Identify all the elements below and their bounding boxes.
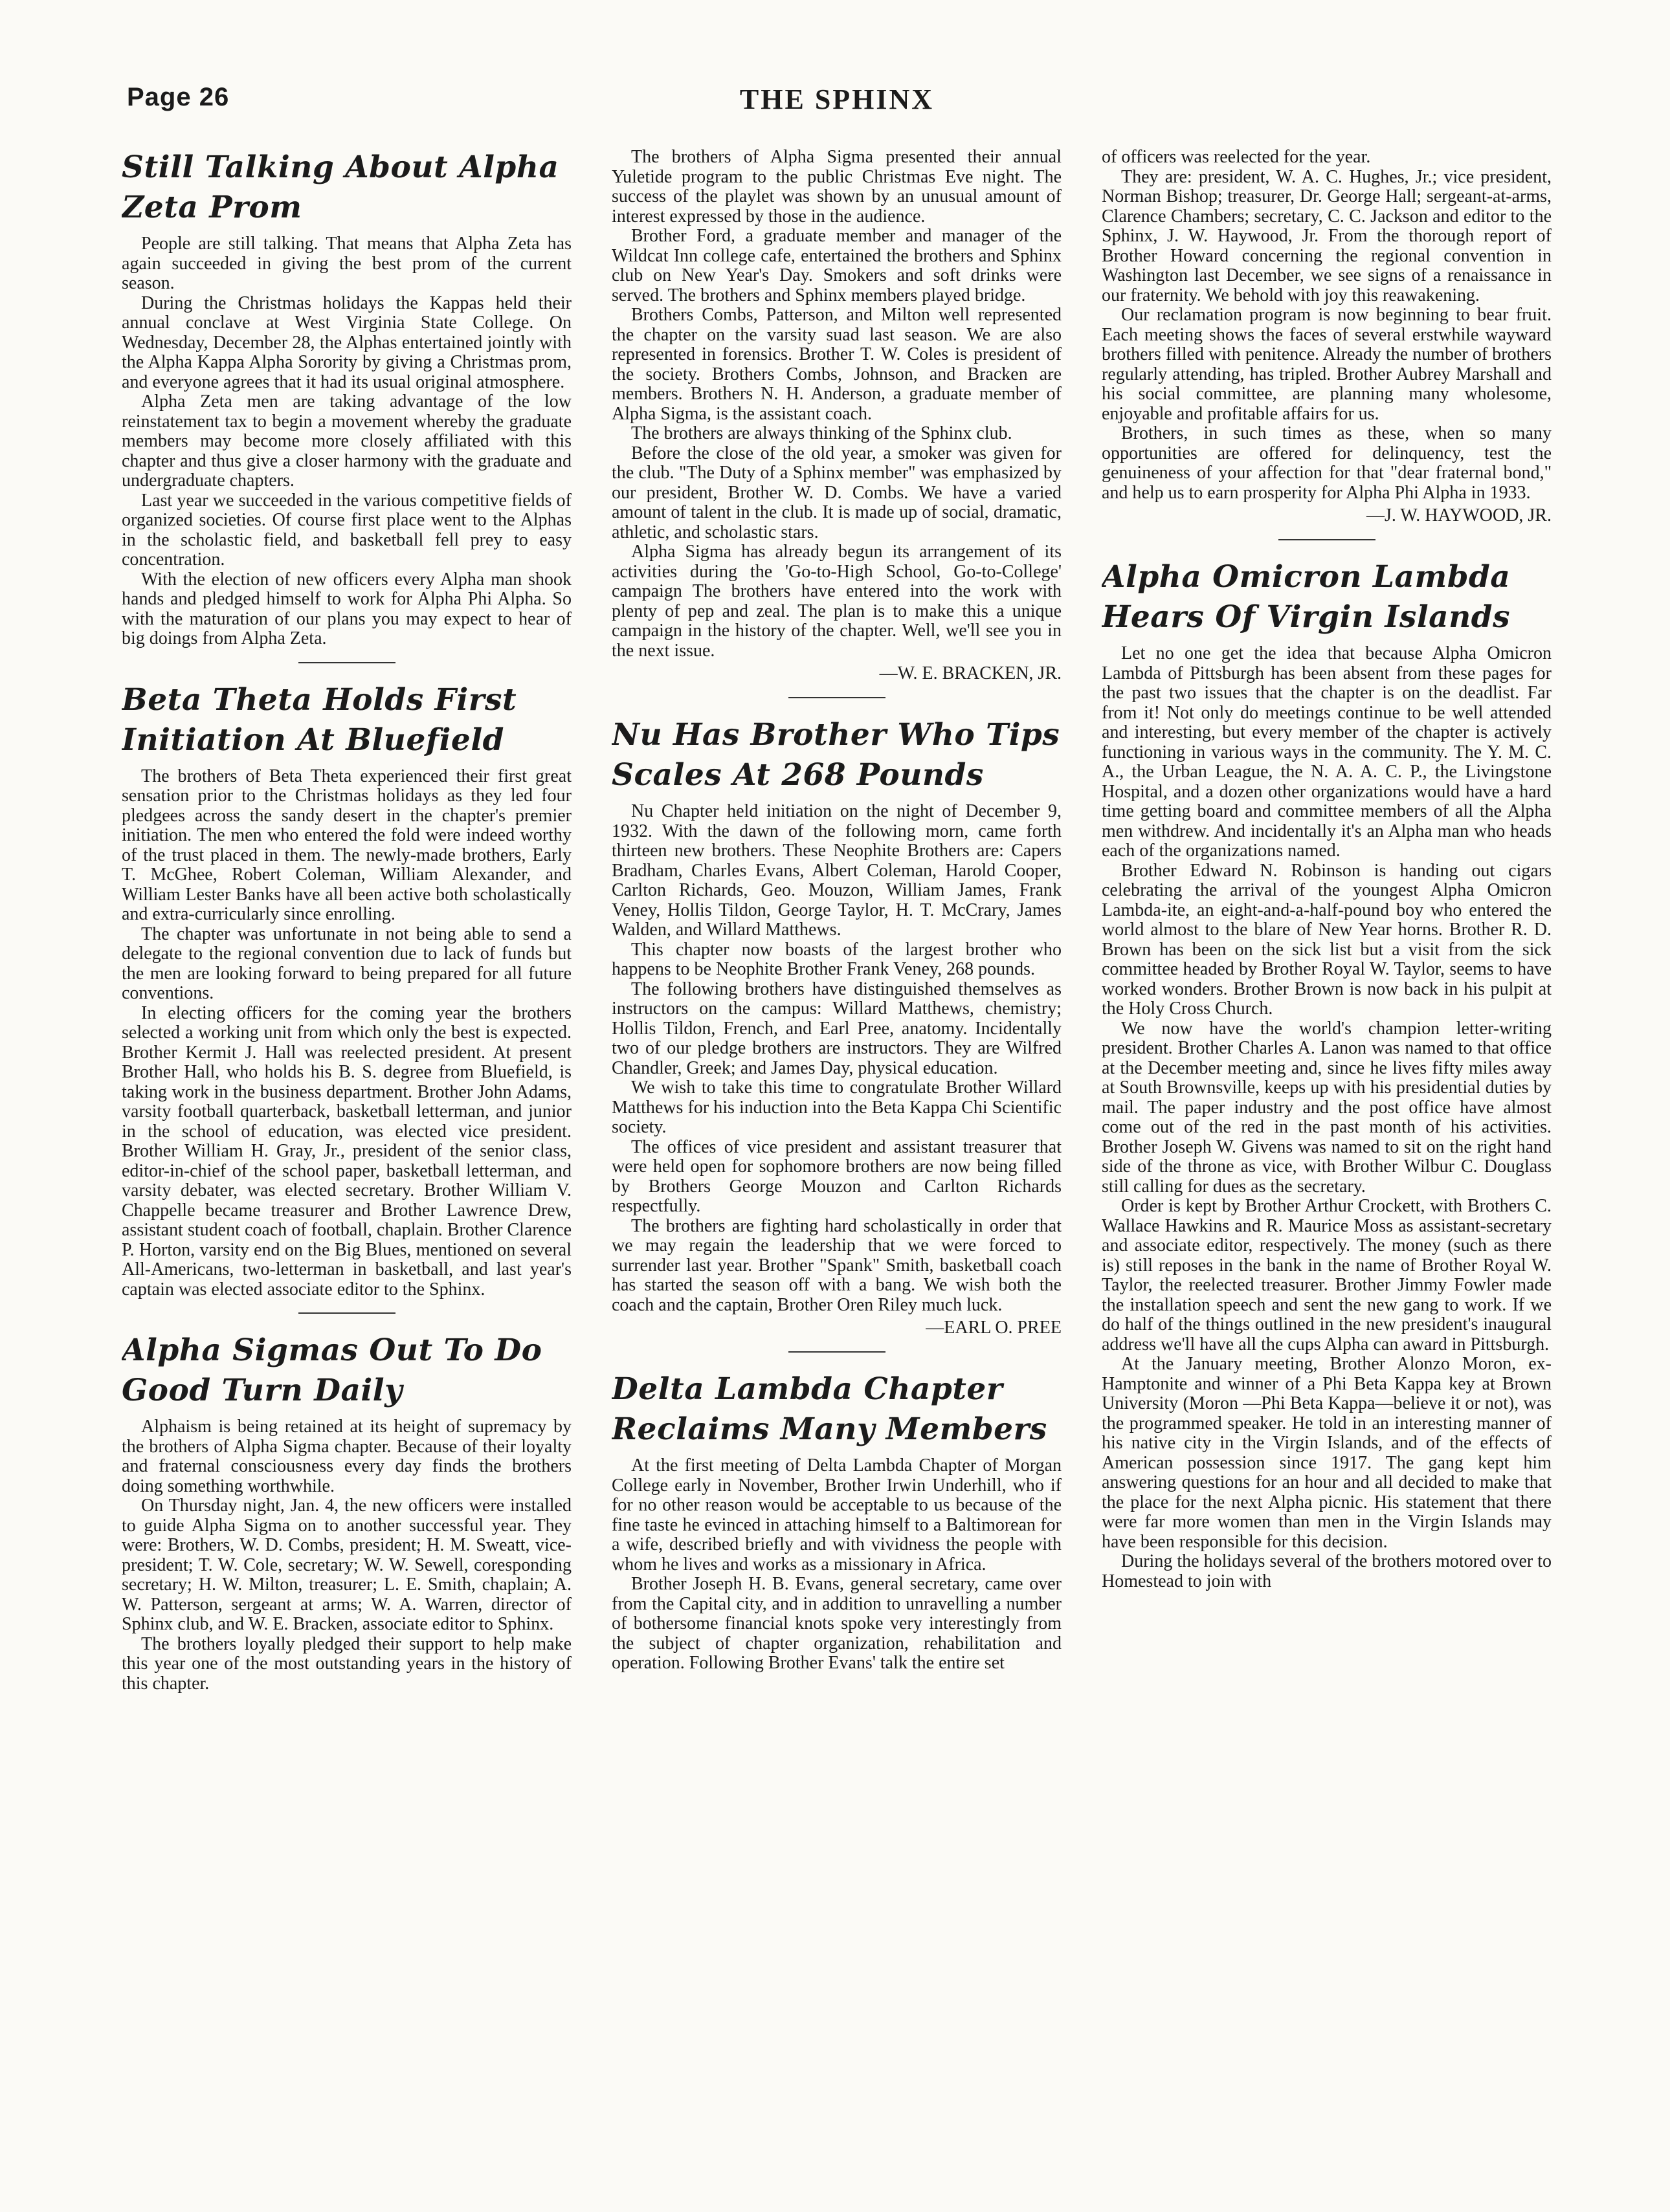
paragraph: Last year we succeeded in the various competitive fields of organized societies. Of course first place went to the Alphas in the scholastic field, and basketball fell prey to easy concentration. <box>122 490 572 570</box>
paragraph: Before the close of the old year, a smoker was given for the club. "The Duty of a Sphinx member" was emphasized by our president, Brother W. D. Combs. We have a varied amount of talent in the club. It is made up of social, dramatic, athletic, and scholastic stars. <box>612 443 1062 542</box>
article <box>1102 148 1552 526</box>
article-body <box>612 1456 1062 1674</box>
article-body <box>122 1417 572 1694</box>
paragraph: During the Christmas holidays the Kappas held their annual conclave at West Virginia State College. On Wednesday, December 28, the Alphas entertained jointly with the Alpha Kappa Alpha Sorority by giving a Christmas prom, and everyone agrees that it had its usual original atmosphere. <box>122 293 572 392</box>
article-body <box>612 802 1062 1315</box>
paragraph: During the holidays several of the brothers motored over to Homestead to join with <box>1102 1551 1552 1591</box>
paragraph: The brothers loyally pledged their support to help make this year one of the most outstanding years in the history of this chapter. <box>122 1633 572 1694</box>
article-body <box>122 767 572 1300</box>
article <box>612 1369 1062 1674</box>
article-body <box>122 234 572 649</box>
article-columns <box>122 148 1552 2186</box>
paragraph: Our reclamation program is now beginning to bear fruit. Each meeting shows the faces of several erstwhile wayward brothers filled with penitence. Already the number of brothers regularly attending, has tripled. Brother Aubrey Marshall and his social committee, are planning many wholesome, enjoyable and profitable affairs for us. <box>1102 305 1552 424</box>
paragraph: With the election of new officers every Alpha man shook hands and pledged himself to work for Alpha Phi Alpha. So with the maturation of our plans you may expect to hear of big doings from Alpha Zeta. <box>122 569 572 648</box>
paragraph: We wish to take this time to congratulate Brother Willard Matthews for his induction into the Beta Kappa Chi Scientific society. <box>612 1078 1062 1137</box>
article-headline: Alpha Omicron Lambda Hears Of Virgin Islands <box>1102 559 1511 635</box>
paragraph: This chapter now boasts of the largest brother who happens to be Neophite Brother Frank Veney, 268 pounds. <box>612 939 1062 979</box>
author-signature: —J. W. HAYWOOD, JR. <box>1366 505 1552 525</box>
paragraph: Order is kept by Brother Arthur Crockett, with Brothers C. Wallace Hawkins and R. Maurice Moss as assistant-secretary and associate editor, respectively. The money (such as there is) still reposes in the bank in the name of Brother Royal W. Taylor, the reelected treasurer. Brother Jimmy Fowler made the installation speech and sent the new gang to work. If we do half of the things outlined in the new president's inaugural address we'll have all the cups Alpha can award in Pittsburgh. <box>1102 1196 1552 1355</box>
author-signature: —W. E. BRACKEN, JR. <box>879 663 1062 683</box>
article-divider <box>298 1312 395 1314</box>
paragraph: On Thursday night, Jan. 4, the new officers were installed to guide Alpha Sigma on to another successful year. They were: Brothers, W. D. Combs, president; H. M. Sweatt, vice-president; T. W. Cole, secretary; W. W. Sewell, coresponding secretary; H. W. Milton, treasurer; L. E. Smith, chaplain; A. W. Patterson, sergeant at arms; W. A. Warren, director of Sphinx club, and W. E. Bracken, associate editor to Sphinx. <box>122 1496 572 1634</box>
paragraph: Alphaism is being retained at its height of supremacy by the brothers of Alpha Sigma chapter. Because of their loyalty and fraternal consciousness every day finds the brothers doing something worthwhile. <box>122 1417 572 1496</box>
article <box>122 1331 572 1694</box>
paragraph: The brothers are always thinking of the Sphinx club. <box>631 423 1012 443</box>
page-header <box>127 83 1547 135</box>
paragraph: Brother Joseph H. B. Evans, general secretary, came over from the Capital city, and in addition to unravelling a number of bothersome financial knots spoke very interestingly from the subject of chapter organization, rehabilitation and operation. Following Brother Evans' talk the entire set <box>612 1574 1062 1673</box>
paragraph: Brothers, in such times as these, when so many opportunities are offered for delinquency, test the genuineness of your affection for that "dear fraternal bond," and help us to earn prosperity for Alpha Phi Alpha in 1933. <box>1102 423 1552 503</box>
article <box>122 148 572 649</box>
article-divider <box>298 662 395 663</box>
article-headline: Still Talking About Alpha Zeta Prom <box>122 149 559 225</box>
paragraph: The brothers of Beta Theta experienced their first great sensation prior to the Christmas holidays as they led four pledgees across the sandy desert in the chapter's premier initiation. The men who entered the fold were indeed worthy of the trust placed in them. The newly-made brothers, Early T. McGhee, Robert Coleman, William Alexander, and William Lester Banks have all been active both scholastically and extra-curricularly since enrolling. <box>122 766 572 924</box>
paragraph: Alpha Sigma has already begun its arrangement of its activities during the 'Go-to-High School, Go-to-College' campaign The brothers have entered into the work with plenty of pep and zeal. The plan is to make this a unique campaign in the history of the chapter. Well, we'll see you in the next issue. <box>612 542 1062 661</box>
paragraph: Let no one get the idea that because Alpha Omicron Lambda of Pittsburgh has been absent from these pages for the past two issues that the chapter is on the deadlist. Far from it! Not only do meetings continue to be well attended and interesting, but every member of the chapter is actively functioning in various ways in the community. The Y. M. C. A., the Urban League, the N. A. A. C. P., the Livingstone Hospital, and a dozen other organizations would have a hard time getting board and committee members of all the Alpha men withdrew. And incidentally it's an Alpha man who heads each of the organizations named. <box>1102 643 1552 861</box>
article <box>122 680 572 1300</box>
article <box>612 148 1062 684</box>
paragraph: People are still talking. That means that Alpha Zeta has again succeeded in giving the best prom of the current season. <box>122 234 572 293</box>
article-headline: Delta Lambda Chapter Reclaims Many Members <box>612 1371 1047 1447</box>
column-1 <box>122 148 572 2186</box>
article-headline: Beta Theta Holds First Initiation At Bluefield <box>122 681 517 758</box>
paragraph: The brothers of Alpha Sigma presented their annual Yuletide program to the public Christmas Eve night. The success of the playlet was shown by an unusual amount of interest expressed by those in the audience. <box>612 148 1062 227</box>
paragraph: Brother Edward N. Robinson is handing out cigars celebrating the arrival of the youngest Alpha Omicron Lambda-ite, an eight-and-a-half-pound boy who entered the world almost to the blare of New Year horns. Brother R. D. Brown has been on the sick list but a visit from the sick committee headed by Brother Royal W. Taylor, seems to have worked wonders. Brother Brown is now back in his pulpit at the Holy Cross Church. <box>1102 860 1552 1019</box>
paragraph: At the January meeting, Brother Alonzo Moron, ex-Hamptonite and winner of a Phi Beta Kappa key at Brown University (Moron —Phi Beta Kappa—believe it or not), was the programmed speaker. He told in an interesting manner of his native city in the Virgin Islands, and of the effects of American possession since 1917. The gang kept him answering questions for an hour and all decided to make that the place for the next Alpha picnic. His statement that there were far more women than men in the Virgin Islands may have been responsible for this decision. <box>1102 1354 1552 1552</box>
article-headline: Nu Has Brother Who Tips Scales At 268 Pounds <box>612 717 1060 793</box>
column-2 <box>612 148 1062 2186</box>
paragraph: The offices of vice president and assistant treasurer that were held open for sophomore brothers are now being filled by Brothers George Mouzon and Carlton Richards respectfully. <box>612 1136 1062 1216</box>
paragraph: At the first meeting of Delta Lambda Chapter of Morgan College early in November, Brother Irwin Underhill, who if for no other reason would be acceptable to us because of the fine taste he evinced in attaching himself to a Baltimorean for a wife, described briefly and with vividness the people with whom he lives and works as a missionary in Africa. <box>612 1455 1062 1575</box>
paragraph: Alpha Zeta men are taking advantage of the low reinstatement tax to begin a movement whereby the graduate members may become more closely affiliated with this chapter and thus give a closer harmony with the graduate and undergraduate chapters. <box>122 392 572 491</box>
author-signature: —EARL O. PREE <box>926 1318 1062 1338</box>
article-headline: Alpha Sigmas Out To Do Good Turn Daily <box>122 1333 542 1408</box>
publication-title: THE SPHINX <box>739 83 935 115</box>
paragraph: In electing officers for the coming year the brothers selected a working unit from which only the best is expected. Brother Kermit J. Hall was reelected president. At present Brother Hall, who holds his B. S. degree from Bluefield, is taking work in the business department. Brother John Adams, varsity football quarterback, basketball letterman, and junior in the school of education, was elected vice president. Brother William H. Gray, Jr., president of the senior class, editor-in-chief of the school paper, basketball letterman, and varsity debater, was elected secretary. Brother William V. Chappelle became treasurer and Brother Lawrence Drew, assistant student coach of football, chaplain. Brother Clarence P. Horton, varsity end on the Big Blues, mentioned on several All-Americans, two-letterman in basketball, and last year's captain was elected associate editor to the Sphinx. <box>122 1002 572 1300</box>
article <box>612 715 1062 1338</box>
paragraph: We now have the world's champion letter-writing president. Brother Charles A. Lanon was named to that office at the December meeting and, since he lives fifty miles away at South Brownsville, keeps up with his presidential duties by mail. The paper industry and the post office have almost come out of the red in the past month of his activities. Brother Joseph W. Givens was named to sit on the right hand side of the throne as vice, with Brother Wilbur C. Douglass still calling for dues as the secretary. <box>1102 1018 1552 1197</box>
paragraph: Nu Chapter held initiation on the night of December 9, 1932. With the dawn of the following morn, came forth thirteen new brothers. These Neophite Brothers are: Capers Bradham, Charles Evans, Albert Coleman, Harold Cooper, Carlton Richards, Geo. Mouzon, William James, Frank Veney, Hollis Tildon, George Taylor, H. T. McCrary, James Walden, and Willard Matthews. <box>612 801 1062 940</box>
page-number: Page 26 <box>127 83 230 111</box>
article <box>1102 557 1552 1591</box>
article-divider <box>788 697 885 698</box>
paragraph: The chapter was unfortunate in not being able to send a delegate to the regional convention due to lack of funds but the men are looking forward to being prepared for all future conventions. <box>122 924 572 1003</box>
article-body <box>1102 148 1552 503</box>
paragraph: The brothers are fighting hard scholastically in order that we may regain the leadership that we were forced to surrender last year. Brother "Spank" Smith, basketball coach has started the season off with a bang. We wish both the coach and the captain, Brother Oren Riley much luck. <box>612 1215 1062 1315</box>
paragraph: Brothers Combs, Patterson, and Milton well represented the chapter on the varsity suad last season. We are also represented in forensics. Brother T. W. Coles is president of the society. Brothers Combs, Johnson, and Bracken are members. Brothers N. H. Anderson, a graduate member of Alpha Sigma, is the assistant coach. <box>612 305 1062 424</box>
paragraph: They are: president, W. A. C. Hughes, Jr.; vice president, Norman Bishop; treasurer, Dr. George Hall; sergeant-at-arms, Clarence Chambers; secretary, C. C. Jackson and editor to the Sphinx, J. W. Haywood, Jr. From the thorough report of Brother Howard concerning the regional convention in Washington last December, we see signs of a renaissance in our fraternity. We behold with joy this reawakening. <box>1102 166 1552 305</box>
paragraph: The following brothers have distinguished themselves as instructors on the campus: Willard Matthews, chemistry; Hollis Tildon, French, and Earl Pree, anatomy. Incidentally two of our pledge brothers are instructors. They are Wilfred Chandler, Greek; and James Day, physical education. <box>612 979 1062 1078</box>
article-divider <box>788 1351 885 1353</box>
paragraph: Brother Ford, a graduate member and manager of the Wildcat Inn college cafe, entertained the brothers and Sphinx club on New Year's Day. Smokers and soft drinks were served. The brothers and Sphinx members played bridge. <box>612 226 1062 305</box>
article-body <box>612 148 1062 661</box>
paragraph: of officers was reelected for the year. <box>1102 148 1371 167</box>
column-3 <box>1102 148 1552 2186</box>
article-divider <box>1278 539 1375 540</box>
article-body <box>1102 644 1552 1591</box>
